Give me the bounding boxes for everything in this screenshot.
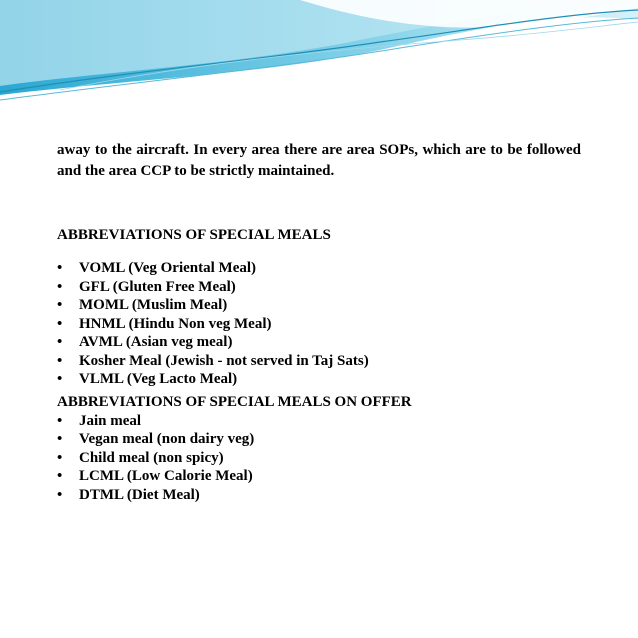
bullet: •: [57, 449, 63, 466]
intro-paragraph: away to the aircraft. In every area there are area SOPs, which are to be followed and the area CCP to be strictly maintained.: [57, 142, 581, 179]
list-item: • GFL (Gluten Free Meal): [57, 278, 236, 295]
content: [57, 140, 581, 504]
bullet: •: [57, 334, 63, 350]
section-heading-special-meals: ABBREVIATIONS OF SPECIAL MEALS: [57, 227, 331, 243]
bullet: •: [57, 412, 63, 429]
list-item: • Vegan meal (non dairy veg): [57, 431, 255, 447]
header-wave-decoration: [0, 0, 638, 110]
special-meals-list: [57, 259, 581, 389]
list-item: • DTML (Diet Meal): [57, 486, 200, 503]
bullet: •: [57, 352, 63, 369]
list-item: • Jain meal: [57, 412, 142, 429]
list-item: • Child meal (non spicy): [57, 449, 224, 466]
list-item: • VOML (Veg Oriental Meal): [57, 260, 257, 276]
bullet: •: [57, 486, 63, 503]
bullet: •: [57, 371, 63, 387]
section-heading-meals-on-offer: ABBREVIATIONS OF SPECIAL MEALS ON OFFER: [57, 393, 412, 410]
bullet: •: [57, 260, 63, 276]
list-item: • Kosher Meal (Jewish - not served in Taj Sats): [57, 352, 369, 369]
list-item: • HNML (Hindu Non veg Meal): [57, 315, 272, 332]
list-item: • LCML (Low Calorie Meal): [57, 468, 253, 484]
list-item: • MOML (Muslim Meal): [57, 297, 228, 313]
bullet: •: [57, 315, 63, 332]
meals-on-offer-list: [57, 412, 581, 505]
bullet: •: [57, 431, 63, 447]
bullet: •: [57, 297, 63, 313]
bullet: •: [57, 468, 63, 484]
list-item: • AVML (Asian veg meal): [57, 334, 233, 350]
bullet: •: [57, 278, 63, 295]
list-item: • VLML (Veg Lacto Meal): [57, 371, 238, 387]
